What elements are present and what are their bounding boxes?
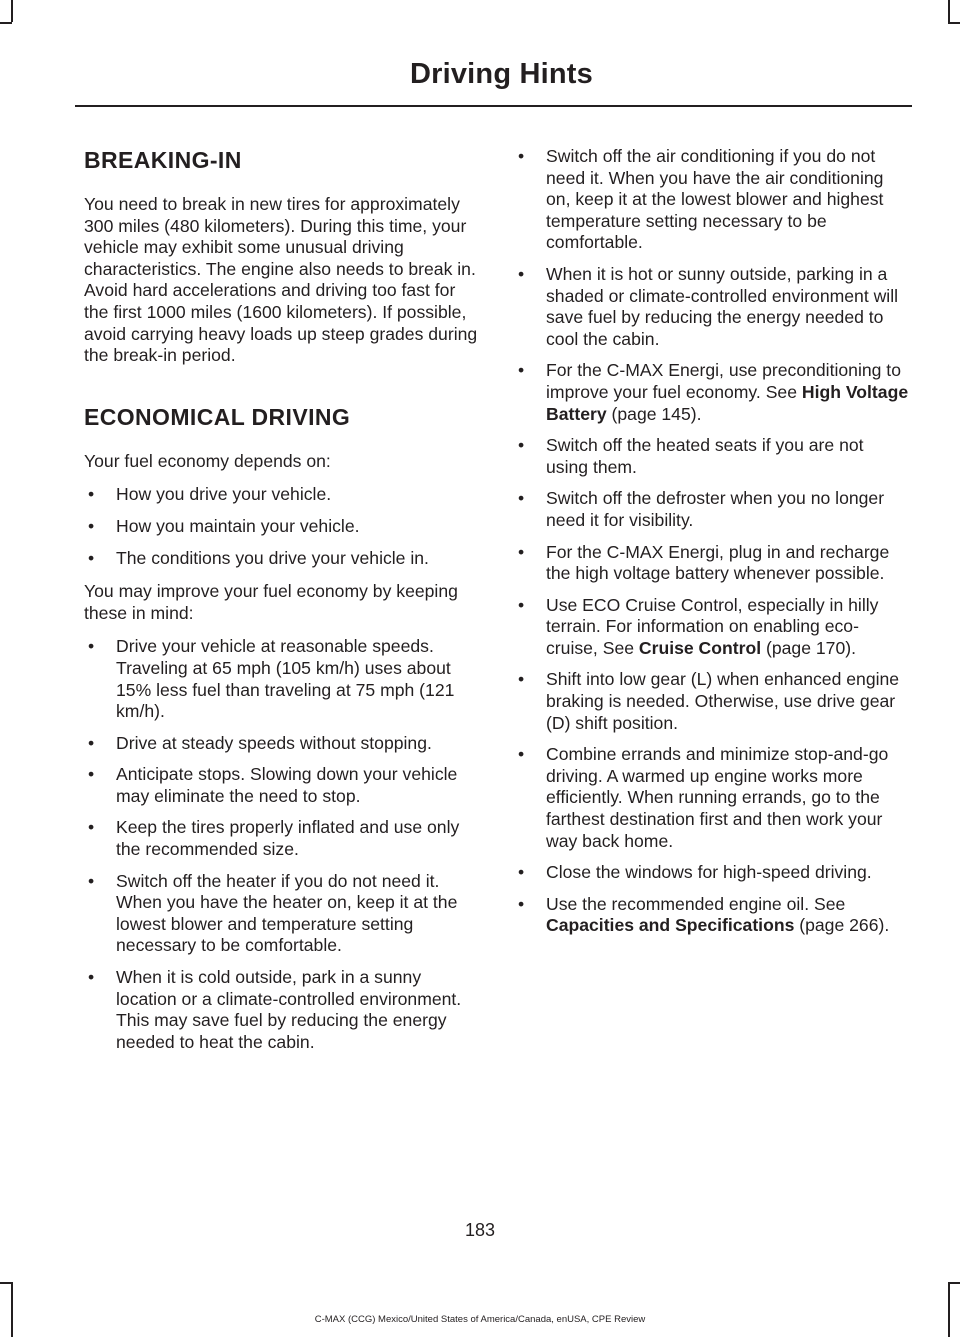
bullet-icon: •	[518, 594, 525, 615]
list-item-text: Drive at steady speeds without stopping.	[116, 732, 432, 753]
page-header-title: Driving Hints	[409, 58, 593, 90]
list-item-text: For the C-MAX Energi, use preconditioning to improve your fuel economy. See	[546, 360, 901, 402]
document-footer: C-MAX (CCG) Mexico/United States of America/Canada, enUSA, CPE Review	[314, 1314, 646, 1325]
bullet-icon: •	[518, 893, 525, 914]
bullet-icon: •	[518, 435, 525, 456]
crop-mark	[948, 1282, 960, 1284]
bullet-icon: •	[518, 360, 525, 381]
improve-intro: You may improve your fuel economy by keeping these in mind:	[84, 581, 458, 623]
list-item	[84, 516, 484, 538]
bullet-icon: •	[518, 146, 525, 166]
list-item-text: How you drive your vehicle.	[116, 484, 332, 505]
list-item-text: How you maintain your vehicle.	[116, 515, 360, 536]
bullet-icon: •	[88, 764, 95, 785]
list-item-text: Drive your vehicle at reasonable speeds. Traveling at 65 mph (105 km/h) uses about 15% less fuel than traveling at 75 mph (121 km/h).	[116, 636, 455, 722]
header-divider	[75, 105, 912, 107]
list-item	[84, 871, 484, 957]
list-item	[514, 862, 910, 884]
bullet-icon: •	[88, 732, 95, 753]
depends-on-list	[84, 484, 484, 569]
cross-reference-link[interactable]: Cruise Control	[638, 637, 762, 658]
list-item	[84, 764, 484, 807]
list-item	[514, 894, 910, 937]
list-item-text: When it is hot or sunny outside, parking in a shaded or climate-controlled environment will save fuel by reducing the energy needed to cool the cabin.	[546, 263, 899, 349]
list-item	[514, 435, 910, 478]
list-item	[514, 488, 910, 531]
cross-reference-link[interactable]: High Voltage Battery	[546, 381, 909, 424]
list-item	[84, 817, 484, 860]
list-item	[84, 967, 484, 1053]
breaking-in-paragraph: You need to break in new tires for approximately 300 miles (480 kilometers). During this time, your vehicle may exhibit some unusual driving characteristics. The engine also needs to break in. Avoid hard accelerations and driving too fast for the first 1000 miles (1600 kilometers). If possible, avoid carrying heavy loads up steep grades during the break-in period.	[84, 194, 478, 366]
list-item-text: The conditions you drive your vehicle in.	[116, 547, 429, 568]
bullet-icon: •	[88, 636, 95, 657]
list-item-text: Close the windows for high-speed driving.	[546, 862, 872, 883]
crop-mark	[11, 0, 13, 22]
right-column	[514, 146, 910, 949]
bullet-icon: •	[518, 263, 525, 284]
list-item	[514, 595, 910, 660]
crop-mark	[11, 1282, 13, 1337]
list-item-text: Anticipate stops. Slowing down your vehicle may eliminate the need to stop.	[116, 764, 458, 806]
list-item-text: Switch off the defroster when you no longer need it for visibility.	[546, 488, 885, 530]
list-item-text: Switch off the heater if you do not need it. When you have the heater on, keep it at the lowest blower and temperature setting necessary to be comfortable.	[116, 870, 458, 956]
section-heading-breaking-in: BREAKING-IN	[84, 147, 242, 173]
depends-intro: Your fuel economy depends on:	[84, 450, 331, 471]
list-item	[84, 484, 484, 506]
list-item	[514, 744, 910, 852]
bullet-icon: •	[88, 515, 95, 536]
list-item-text: Combine errands and minimize stop-and-go driving. A warmed up engine works more efficiently. When running errands, go to the farthest destination first and then work your way back home.	[546, 744, 889, 851]
list-item	[514, 669, 910, 734]
list-item-text: For the C-MAX Energi, plug in and recharge the high voltage battery whenever possible.	[546, 541, 890, 584]
bullet-icon: •	[518, 488, 525, 509]
crop-mark	[0, 1282, 12, 1284]
list-item	[514, 542, 910, 585]
cross-reference-link[interactable]: Capacities and Specifications	[546, 915, 795, 936]
page-reference: (page 170).	[761, 637, 856, 658]
list-item-text: Shift into low gear (L) when enhanced engine braking is needed. Otherwise, use drive gear (D) shift position.	[546, 669, 900, 733]
bullet-icon: •	[88, 967, 95, 988]
list-item-text: When it is cold outside, park in a sunny location or a climate-controlled environment. This may save fuel by reducing the energy needed to heat the cabin.	[116, 967, 462, 1052]
list-item-text: Switch off the heated seats if you are not using them.	[546, 435, 864, 477]
page-reference: (page 145).	[606, 403, 702, 424]
bullet-icon: •	[518, 541, 525, 562]
list-item	[84, 636, 484, 722]
tips-list-right	[514, 146, 910, 937]
bullet-icon: •	[88, 547, 95, 568]
list-item	[84, 548, 484, 570]
bullet-icon: •	[518, 669, 525, 690]
crop-mark	[0, 22, 12, 24]
page-number: 183	[464, 1220, 496, 1240]
list-item	[84, 733, 484, 755]
list-item	[514, 360, 910, 425]
list-item-text: Keep the tires properly inflated and use only the recommended size.	[116, 817, 460, 860]
list-item-text: Use the recommended engine oil. See	[546, 893, 846, 914]
bullet-icon: •	[88, 870, 95, 891]
crop-mark	[948, 1282, 950, 1337]
bullet-icon: •	[518, 744, 525, 765]
list-item	[514, 146, 910, 254]
page-reference: (page 266).	[794, 915, 890, 936]
bullet-icon: •	[88, 817, 95, 838]
bullet-icon: •	[88, 484, 95, 505]
crop-mark	[948, 0, 950, 22]
list-item	[514, 264, 910, 350]
left-column	[84, 146, 484, 1065]
tips-list-left	[84, 636, 484, 1053]
crop-mark	[948, 22, 960, 24]
list-item-text: Switch off the air conditioning if you do not need it. When you have the air conditioning on, keep it at the lowest blower and highest temperature setting necessary to be comfortable.	[546, 146, 884, 253]
section-heading-economical-driving: ECONOMICAL DRIVING	[84, 403, 351, 430]
bullet-icon: •	[518, 862, 525, 883]
list-item-text: Use ECO Cruise Control, especially in hilly terrain. For information on enabling eco-cruise, See	[546, 594, 879, 658]
